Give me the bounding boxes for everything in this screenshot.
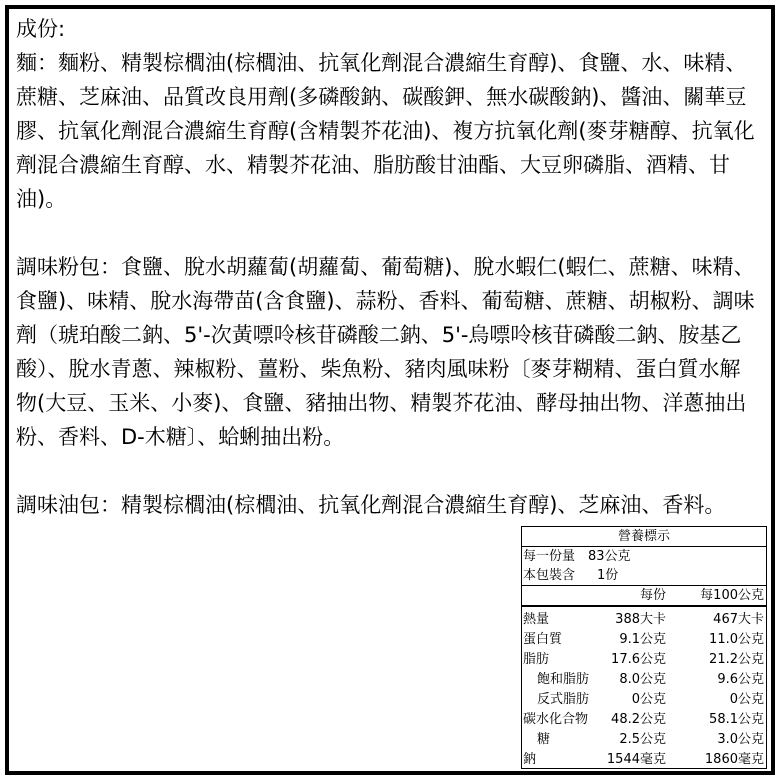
seasoning-powder-line: 粉、香料、D-木糖〕、蛤蜊抽出粉。 [16,425,345,449]
nutrient-name: 碳水化合物 [523,712,589,728]
nutrient-name: 飽和脂肪 [537,671,590,687]
nutrition-row-sodium [522,748,766,768]
nutrition-row-fat [522,647,766,667]
noodle-ingredients-line: 劑混合濃縮生育醇、水、精製芥花油、脂肪酸甘油酯、大豆卵磷脂、酒精、甘 [16,153,730,177]
nutrition-row-energy [522,607,766,627]
serving-size-value: 83公克 [588,549,631,564]
nutrient-name: 糖 [537,732,551,748]
per-100g-value: 0公克 [729,692,764,708]
per-100g-value: 467大卡 [713,611,764,627]
nutrition-facts-table [521,526,767,769]
nutrition-column-header [522,586,766,607]
nutrient-name: 熱量 [523,611,550,627]
seasoning-powder-line: 物(大豆、玉米、小麥)、食鹽、豬抽出物、精製芥花油、酵母抽出物、洋蔥抽出 [16,391,747,415]
serving-size-row [522,547,766,566]
servings-per-package-label: 本包裝含 [523,568,576,583]
paragraph-spacer [16,216,755,250]
per-serving-value: 0公克 [631,692,666,708]
per-serving-value: 17.6公克 [611,651,666,667]
per-100g-value: 3.0公克 [717,732,764,748]
noodle-ingredients-line: 麵：麵粉、精製棕櫚油(棕櫚油、抗氧化劑混合濃縮生育醇)、食鹽、水、味精、 [16,51,747,75]
noodle-ingredients-line: 膠、抗氧化劑混合濃縮生育醇(含精製芥花油)、複方抗氧化劑(麥芽糖醇、抗氧化 [16,119,755,143]
per-serving-value: 8.0公克 [619,671,666,687]
per-100g-value: 58.1公克 [709,712,764,728]
nutrient-name: 蛋白質 [523,631,563,647]
seasoning-powder-line: 酸）、脫水青蔥、辣椒粉、薑粉、柴魚粉、豬肉風味粉〔麥芽糊精、蛋白質水解 [16,357,741,381]
per-100g-value: 1860毫克 [704,752,764,768]
servings-per-package-row [522,566,766,586]
seasoning-oil-line: 調味油包：精製棕櫚油(棕櫚油、抗氧化劑混合濃縮生育醇)、芝麻油、香料。 [16,493,726,517]
per-100g-value: 9.6公克 [717,671,764,687]
serving-size-label: 每一份量 [523,549,576,564]
header-blank-cell [522,586,600,605]
nutrient-name: 反式脂肪 [537,692,590,708]
per-serving-value: 388大卡 [615,611,666,627]
servings-per-package-value: 1份 [597,568,619,583]
label-frame [5,5,775,775]
per-serving-value: 48.2公克 [611,712,666,728]
header-per-100g: 每100公克 [700,588,764,603]
per-100g-value: 21.2公克 [709,651,764,667]
nutrition-row-saturated-fat [522,667,766,687]
per-100g-value: 11.0公克 [709,631,764,647]
nutrition-rows [522,607,766,768]
nutrition-row-trans-fat [522,688,766,708]
nutrient-name: 鈉 [523,752,537,768]
noodle-ingredients-line: 油)。 [16,187,67,211]
per-serving-value: 9.1公克 [619,631,666,647]
paragraph-spacer [16,454,755,488]
nutrient-name: 脂肪 [523,651,550,667]
nutrition-row-sugar [522,728,766,748]
nutrition-title: 營養標示 [522,527,766,547]
seasoning-powder-line: 食鹽)、味精、脫水海帶苗(含食鹽)、蒜粉、香料、葡萄糖、蔗糖、胡椒粉、調味 [16,289,755,313]
nutrition-row-protein [522,627,766,647]
noodle-ingredients-line: 蔗糖、芝麻油、品質改良用劑(多磷酸鈉、碳酸鉀、無水碳酸鈉)、醬油、關華豆 [16,85,747,109]
ingredients-heading: 成份: [16,17,66,41]
seasoning-powder-line: 劑（琥珀酸二鈉、5'-次黃嘌呤核苷磷酸二鈉、5'-烏嘌呤核苷磷酸二鈉、胺基乙 [16,323,742,347]
ingredients-text [16,12,755,522]
header-per-serving: 每份 [639,588,666,603]
per-serving-value: 1544毫克 [606,752,666,768]
nutrition-row-carbohydrate [522,708,766,728]
seasoning-powder-line: 調味粉包：食鹽、脫水胡蘿蔔(胡蘿蔔、葡萄糖)、脫水蝦仁(蝦仁、蔗糖、味精、 [16,255,755,279]
per-serving-value: 2.5公克 [619,732,666,748]
